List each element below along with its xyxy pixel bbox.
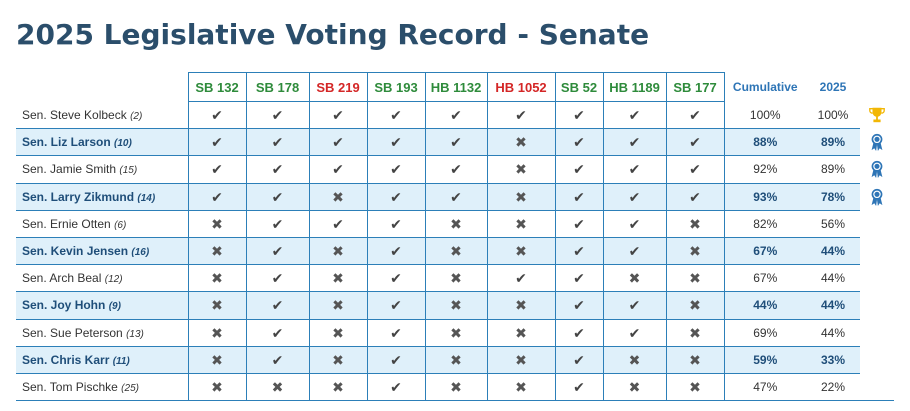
check-icon: ✔ — [271, 134, 284, 151]
x-icon: ✖ — [211, 243, 223, 260]
year-score: 100% — [806, 102, 860, 129]
cumulative-score: 67% — [724, 265, 806, 292]
vote-cell — [555, 373, 603, 400]
x-icon: ✖ — [515, 378, 527, 395]
check-icon: ✔ — [332, 161, 344, 178]
vote-cell — [367, 373, 425, 400]
vote-cell — [666, 129, 724, 156]
vote-cell — [367, 346, 425, 373]
check-icon: ✔ — [573, 324, 585, 341]
vote-cell — [246, 346, 309, 373]
vote-cell — [188, 183, 246, 210]
check-icon: ✔ — [515, 270, 527, 287]
senator-row — [16, 346, 894, 373]
x-icon: ✖ — [515, 188, 527, 205]
vote-cell — [188, 210, 246, 237]
senator-district: (9) — [108, 301, 121, 313]
vote-cell — [425, 102, 487, 129]
check-icon: ✔ — [390, 324, 402, 341]
vote-cell — [555, 210, 603, 237]
cumulative-score: 59% — [724, 346, 806, 373]
check-icon: ✔ — [271, 161, 284, 178]
vote-cell — [188, 346, 246, 373]
vote-cell — [246, 292, 309, 319]
vote-cell — [246, 237, 309, 264]
check-icon: ✔ — [390, 107, 402, 124]
ribbon-icon — [868, 160, 886, 178]
vote-cell — [487, 373, 555, 400]
vote-cell — [666, 156, 724, 183]
senator-district: (10) — [114, 138, 132, 150]
vote-cell — [603, 156, 666, 183]
x-icon: ✖ — [515, 351, 527, 368]
check-icon: ✔ — [573, 270, 585, 287]
year-score: 89% — [806, 129, 860, 156]
trophy-icon — [868, 106, 886, 124]
vote-cell — [487, 210, 555, 237]
vote-cell — [425, 210, 487, 237]
vote-cell — [309, 102, 367, 129]
x-icon: ✖ — [689, 215, 701, 232]
vote-cell — [603, 373, 666, 400]
check-icon: ✔ — [271, 270, 284, 287]
senator-name: Sen. Jamie Smith — [22, 162, 117, 177]
bill-header: HB 1189 — [603, 73, 666, 102]
vote-cell — [425, 129, 487, 156]
vote-cell — [555, 102, 603, 129]
check-icon: ✔ — [450, 161, 462, 178]
year-score: 22% — [806, 373, 860, 400]
vote-cell — [555, 265, 603, 292]
cumulative-score: 69% — [724, 319, 806, 346]
senator-name-cell — [16, 237, 188, 264]
vote-cell — [425, 346, 487, 373]
vote-cell — [666, 346, 724, 373]
vote-cell — [603, 102, 666, 129]
check-icon: ✔ — [450, 188, 462, 205]
check-icon: ✔ — [628, 161, 641, 178]
check-icon: ✔ — [390, 134, 402, 151]
vote-cell — [309, 292, 367, 319]
vote-cell — [309, 156, 367, 183]
bill-header: SB 193 — [367, 73, 425, 102]
vote-cell — [188, 292, 246, 319]
x-icon: ✖ — [515, 243, 527, 260]
check-icon: ✔ — [573, 134, 585, 151]
senator-name-cell — [16, 319, 188, 346]
x-icon: ✖ — [689, 297, 701, 314]
vote-cell — [367, 102, 425, 129]
check-icon: ✔ — [628, 243, 641, 260]
x-icon: ✖ — [211, 270, 223, 287]
check-icon: ✔ — [332, 134, 344, 151]
vote-cell — [309, 183, 367, 210]
vote-cell — [555, 183, 603, 210]
x-icon: ✖ — [450, 215, 462, 232]
award-header-spacer — [860, 73, 894, 102]
vote-cell — [367, 265, 425, 292]
senator-name-cell — [16, 129, 188, 156]
vote-cell — [425, 265, 487, 292]
x-icon: ✖ — [689, 378, 701, 395]
x-icon: ✖ — [450, 324, 462, 341]
cumulative-score: 93% — [724, 183, 806, 210]
x-icon: ✖ — [515, 297, 527, 314]
check-icon: ✔ — [332, 215, 344, 232]
x-icon: ✖ — [628, 270, 641, 287]
vote-cell — [487, 319, 555, 346]
award-cell — [860, 373, 894, 400]
check-icon: ✔ — [271, 188, 284, 205]
x-icon: ✖ — [332, 324, 344, 341]
award-cell — [860, 210, 894, 237]
vote-cell — [603, 292, 666, 319]
check-icon: ✔ — [689, 188, 701, 205]
vote-cell — [367, 319, 425, 346]
x-icon: ✖ — [332, 270, 344, 287]
check-icon: ✔ — [573, 215, 585, 232]
check-icon: ✔ — [271, 243, 284, 260]
vote-cell — [603, 210, 666, 237]
vote-cell — [367, 292, 425, 319]
senator-district: (25) — [121, 382, 139, 394]
check-icon: ✔ — [573, 243, 585, 260]
vote-cell — [487, 129, 555, 156]
bill-header: HB 1132 — [425, 73, 487, 102]
vote-cell — [188, 373, 246, 400]
x-icon: ✖ — [515, 324, 527, 341]
check-icon: ✔ — [573, 188, 585, 205]
vote-cell — [666, 210, 724, 237]
award-cell — [860, 183, 894, 210]
senator-row — [16, 237, 894, 264]
vote-cell — [246, 373, 309, 400]
senator-district: (14) — [137, 192, 156, 204]
vote-cell — [555, 292, 603, 319]
check-icon: ✔ — [450, 134, 462, 151]
senator-district: (15) — [119, 165, 138, 177]
senator-district: (13) — [126, 328, 144, 340]
check-icon: ✔ — [573, 297, 585, 314]
check-icon: ✔ — [390, 215, 402, 232]
year-header: 2025 — [806, 73, 860, 102]
vote-cell — [555, 237, 603, 264]
check-icon: ✔ — [628, 188, 641, 205]
vote-cell — [666, 102, 724, 129]
senator-row — [16, 129, 894, 156]
x-icon: ✖ — [689, 243, 701, 260]
check-icon: ✔ — [573, 378, 585, 395]
vote-cell — [666, 265, 724, 292]
vote-cell — [555, 129, 603, 156]
x-icon: ✖ — [450, 378, 462, 395]
cumulative-score: 82% — [724, 210, 806, 237]
vote-cell — [487, 237, 555, 264]
vote-cell — [309, 319, 367, 346]
senator-name: Sen. Larry Zikmund — [22, 189, 135, 204]
year-score: 44% — [806, 237, 860, 264]
senator-name: Sen. Ernie Otten — [22, 216, 111, 231]
vote-cell — [487, 102, 555, 129]
award-cell — [860, 292, 894, 319]
x-icon: ✖ — [211, 215, 223, 232]
senator-row — [16, 265, 894, 292]
vote-cell — [309, 265, 367, 292]
cumulative-header: Cumulative — [724, 73, 806, 102]
senator-name-cell — [16, 373, 188, 400]
vote-cell — [188, 129, 246, 156]
vote-cell — [666, 183, 724, 210]
year-score: 44% — [806, 265, 860, 292]
check-icon: ✔ — [573, 351, 585, 368]
check-icon: ✔ — [390, 270, 402, 287]
check-icon: ✔ — [515, 107, 527, 124]
vote-cell — [555, 156, 603, 183]
vote-cell — [367, 237, 425, 264]
check-icon: ✔ — [390, 297, 402, 314]
senator-name: Sen. Sue Peterson — [22, 325, 123, 340]
vote-cell — [309, 210, 367, 237]
vote-cell — [603, 183, 666, 210]
x-icon: ✖ — [332, 297, 344, 314]
vote-cell — [425, 183, 487, 210]
check-icon: ✔ — [271, 107, 284, 124]
vote-cell — [666, 237, 724, 264]
header-spacer — [16, 73, 188, 102]
vote-cell — [666, 319, 724, 346]
year-score: 78% — [806, 183, 860, 210]
award-cell — [860, 346, 894, 373]
check-icon: ✔ — [390, 378, 402, 395]
vote-cell — [188, 319, 246, 346]
cumulative-score: 44% — [724, 292, 806, 319]
vote-cell — [555, 319, 603, 346]
vote-cell — [603, 346, 666, 373]
vote-cell — [188, 156, 246, 183]
vote-cell — [309, 373, 367, 400]
senator-name: Sen. Liz Larson — [22, 135, 111, 150]
check-icon: ✔ — [271, 351, 284, 368]
check-icon: ✔ — [211, 107, 223, 124]
senator-district: (16) — [131, 247, 150, 259]
year-score: 89% — [806, 156, 860, 183]
vote-cell — [425, 319, 487, 346]
senator-row — [16, 183, 894, 210]
page-title: 2025 Legislative Voting Record - Senate — [16, 18, 650, 51]
check-icon: ✔ — [211, 161, 223, 178]
year-score: 33% — [806, 346, 860, 373]
vote-cell — [188, 102, 246, 129]
check-icon: ✔ — [573, 161, 585, 178]
award-cell — [860, 265, 894, 292]
cumulative-score: 100% — [724, 102, 806, 129]
senator-name: Sen. Chris Karr — [22, 352, 110, 367]
x-icon: ✖ — [211, 351, 223, 368]
award-cell — [860, 237, 894, 264]
senator-name: Sen. Joy Hohn — [22, 298, 106, 313]
x-icon: ✖ — [515, 134, 527, 151]
vote-cell — [246, 129, 309, 156]
voting-record-table — [16, 72, 894, 401]
vote-cell — [666, 373, 724, 400]
check-icon: ✔ — [573, 107, 585, 124]
x-icon: ✖ — [689, 270, 701, 287]
vote-cell — [425, 373, 487, 400]
check-icon: ✔ — [211, 134, 223, 151]
senator-name: Sen. Kevin Jensen — [22, 244, 129, 259]
senator-row — [16, 210, 894, 237]
bill-header: SB 52 — [555, 73, 603, 102]
senator-row — [16, 102, 894, 129]
senator-row — [16, 156, 894, 183]
vote-cell — [188, 237, 246, 264]
vote-cell — [309, 346, 367, 373]
vote-cell — [367, 156, 425, 183]
x-icon: ✖ — [211, 378, 223, 395]
x-icon: ✖ — [211, 324, 223, 341]
senator-name: Sen. Arch Beal — [22, 271, 102, 286]
check-icon: ✔ — [271, 297, 284, 314]
vote-cell — [309, 129, 367, 156]
check-icon: ✔ — [628, 215, 641, 232]
vote-cell — [367, 210, 425, 237]
vote-cell — [487, 156, 555, 183]
senator-district: (12) — [104, 274, 123, 286]
check-icon: ✔ — [332, 107, 344, 124]
check-icon: ✔ — [390, 188, 402, 205]
x-icon: ✖ — [271, 378, 284, 395]
bill-header: SB 219 — [309, 73, 367, 102]
x-icon: ✖ — [450, 243, 462, 260]
senator-district: (2) — [130, 110, 143, 122]
check-icon: ✔ — [628, 107, 641, 124]
senator-name-cell — [16, 156, 188, 183]
award-cell — [860, 129, 894, 156]
bill-header: SB 132 — [188, 73, 246, 102]
year-score: 44% — [806, 292, 860, 319]
senator-rows — [16, 102, 894, 401]
year-score: 44% — [806, 319, 860, 346]
check-icon: ✔ — [271, 215, 284, 232]
check-icon: ✔ — [390, 351, 402, 368]
vote-cell — [367, 129, 425, 156]
check-icon: ✔ — [689, 161, 701, 178]
check-icon: ✔ — [689, 134, 701, 151]
check-icon: ✔ — [628, 134, 641, 151]
ribbon-icon — [868, 188, 886, 206]
x-icon: ✖ — [332, 351, 344, 368]
cumulative-score: 88% — [724, 129, 806, 156]
x-icon: ✖ — [628, 378, 641, 395]
check-icon: ✔ — [628, 297, 641, 314]
vote-cell — [487, 183, 555, 210]
vote-cell — [603, 237, 666, 264]
vote-cell — [555, 346, 603, 373]
senator-row — [16, 373, 894, 400]
senator-district: (11) — [112, 355, 130, 367]
vote-cell — [246, 183, 309, 210]
senator-name-cell — [16, 183, 188, 210]
senator-name-cell — [16, 292, 188, 319]
senator-name-cell — [16, 210, 188, 237]
vote-cell — [425, 156, 487, 183]
senator-name-cell — [16, 265, 188, 292]
vote-cell — [309, 237, 367, 264]
x-icon: ✖ — [689, 351, 701, 368]
vote-cell — [367, 183, 425, 210]
vote-cell — [487, 265, 555, 292]
senator-name: Sen. Tom Pischke — [22, 379, 118, 394]
bill-header: HB 1052 — [487, 73, 555, 102]
x-icon: ✖ — [689, 324, 701, 341]
vote-cell — [425, 237, 487, 264]
vote-cell — [425, 292, 487, 319]
x-icon: ✖ — [628, 351, 641, 368]
x-icon: ✖ — [515, 161, 527, 178]
senator-name-cell — [16, 102, 188, 129]
vote-cell — [603, 265, 666, 292]
vote-cell — [246, 102, 309, 129]
bill-header: SB 178 — [246, 73, 309, 102]
x-icon: ✖ — [450, 351, 462, 368]
vote-cell — [246, 265, 309, 292]
ribbon-icon — [868, 133, 886, 151]
award-cell — [860, 156, 894, 183]
x-icon: ✖ — [332, 243, 344, 260]
header-row — [16, 73, 894, 102]
vote-cell — [188, 265, 246, 292]
x-icon: ✖ — [450, 270, 462, 287]
senator-name-cell — [16, 346, 188, 373]
x-icon: ✖ — [211, 297, 223, 314]
check-icon: ✔ — [628, 324, 641, 341]
check-icon: ✔ — [271, 324, 284, 341]
vote-cell — [666, 292, 724, 319]
cumulative-score: 92% — [724, 156, 806, 183]
senator-row — [16, 292, 894, 319]
x-icon: ✖ — [450, 297, 462, 314]
year-score: 56% — [806, 210, 860, 237]
senator-row — [16, 319, 894, 346]
check-icon: ✔ — [211, 188, 223, 205]
cumulative-score: 67% — [724, 237, 806, 264]
check-icon: ✔ — [689, 107, 701, 124]
senator-name: Sen. Steve Kolbeck — [22, 107, 127, 122]
senator-district: (6) — [114, 219, 127, 231]
check-icon: ✔ — [390, 161, 402, 178]
vote-cell — [246, 156, 309, 183]
vote-cell — [487, 292, 555, 319]
x-icon: ✖ — [332, 188, 344, 205]
award-cell — [860, 102, 894, 129]
x-icon: ✖ — [515, 215, 527, 232]
vote-cell — [487, 346, 555, 373]
cumulative-score: 47% — [724, 373, 806, 400]
award-cell — [860, 319, 894, 346]
vote-cell — [603, 319, 666, 346]
check-icon: ✔ — [390, 243, 402, 260]
vote-cell — [246, 210, 309, 237]
vote-cell — [246, 319, 309, 346]
check-icon: ✔ — [450, 107, 462, 124]
bill-header: SB 177 — [666, 73, 724, 102]
x-icon: ✖ — [332, 378, 344, 395]
vote-cell — [603, 129, 666, 156]
